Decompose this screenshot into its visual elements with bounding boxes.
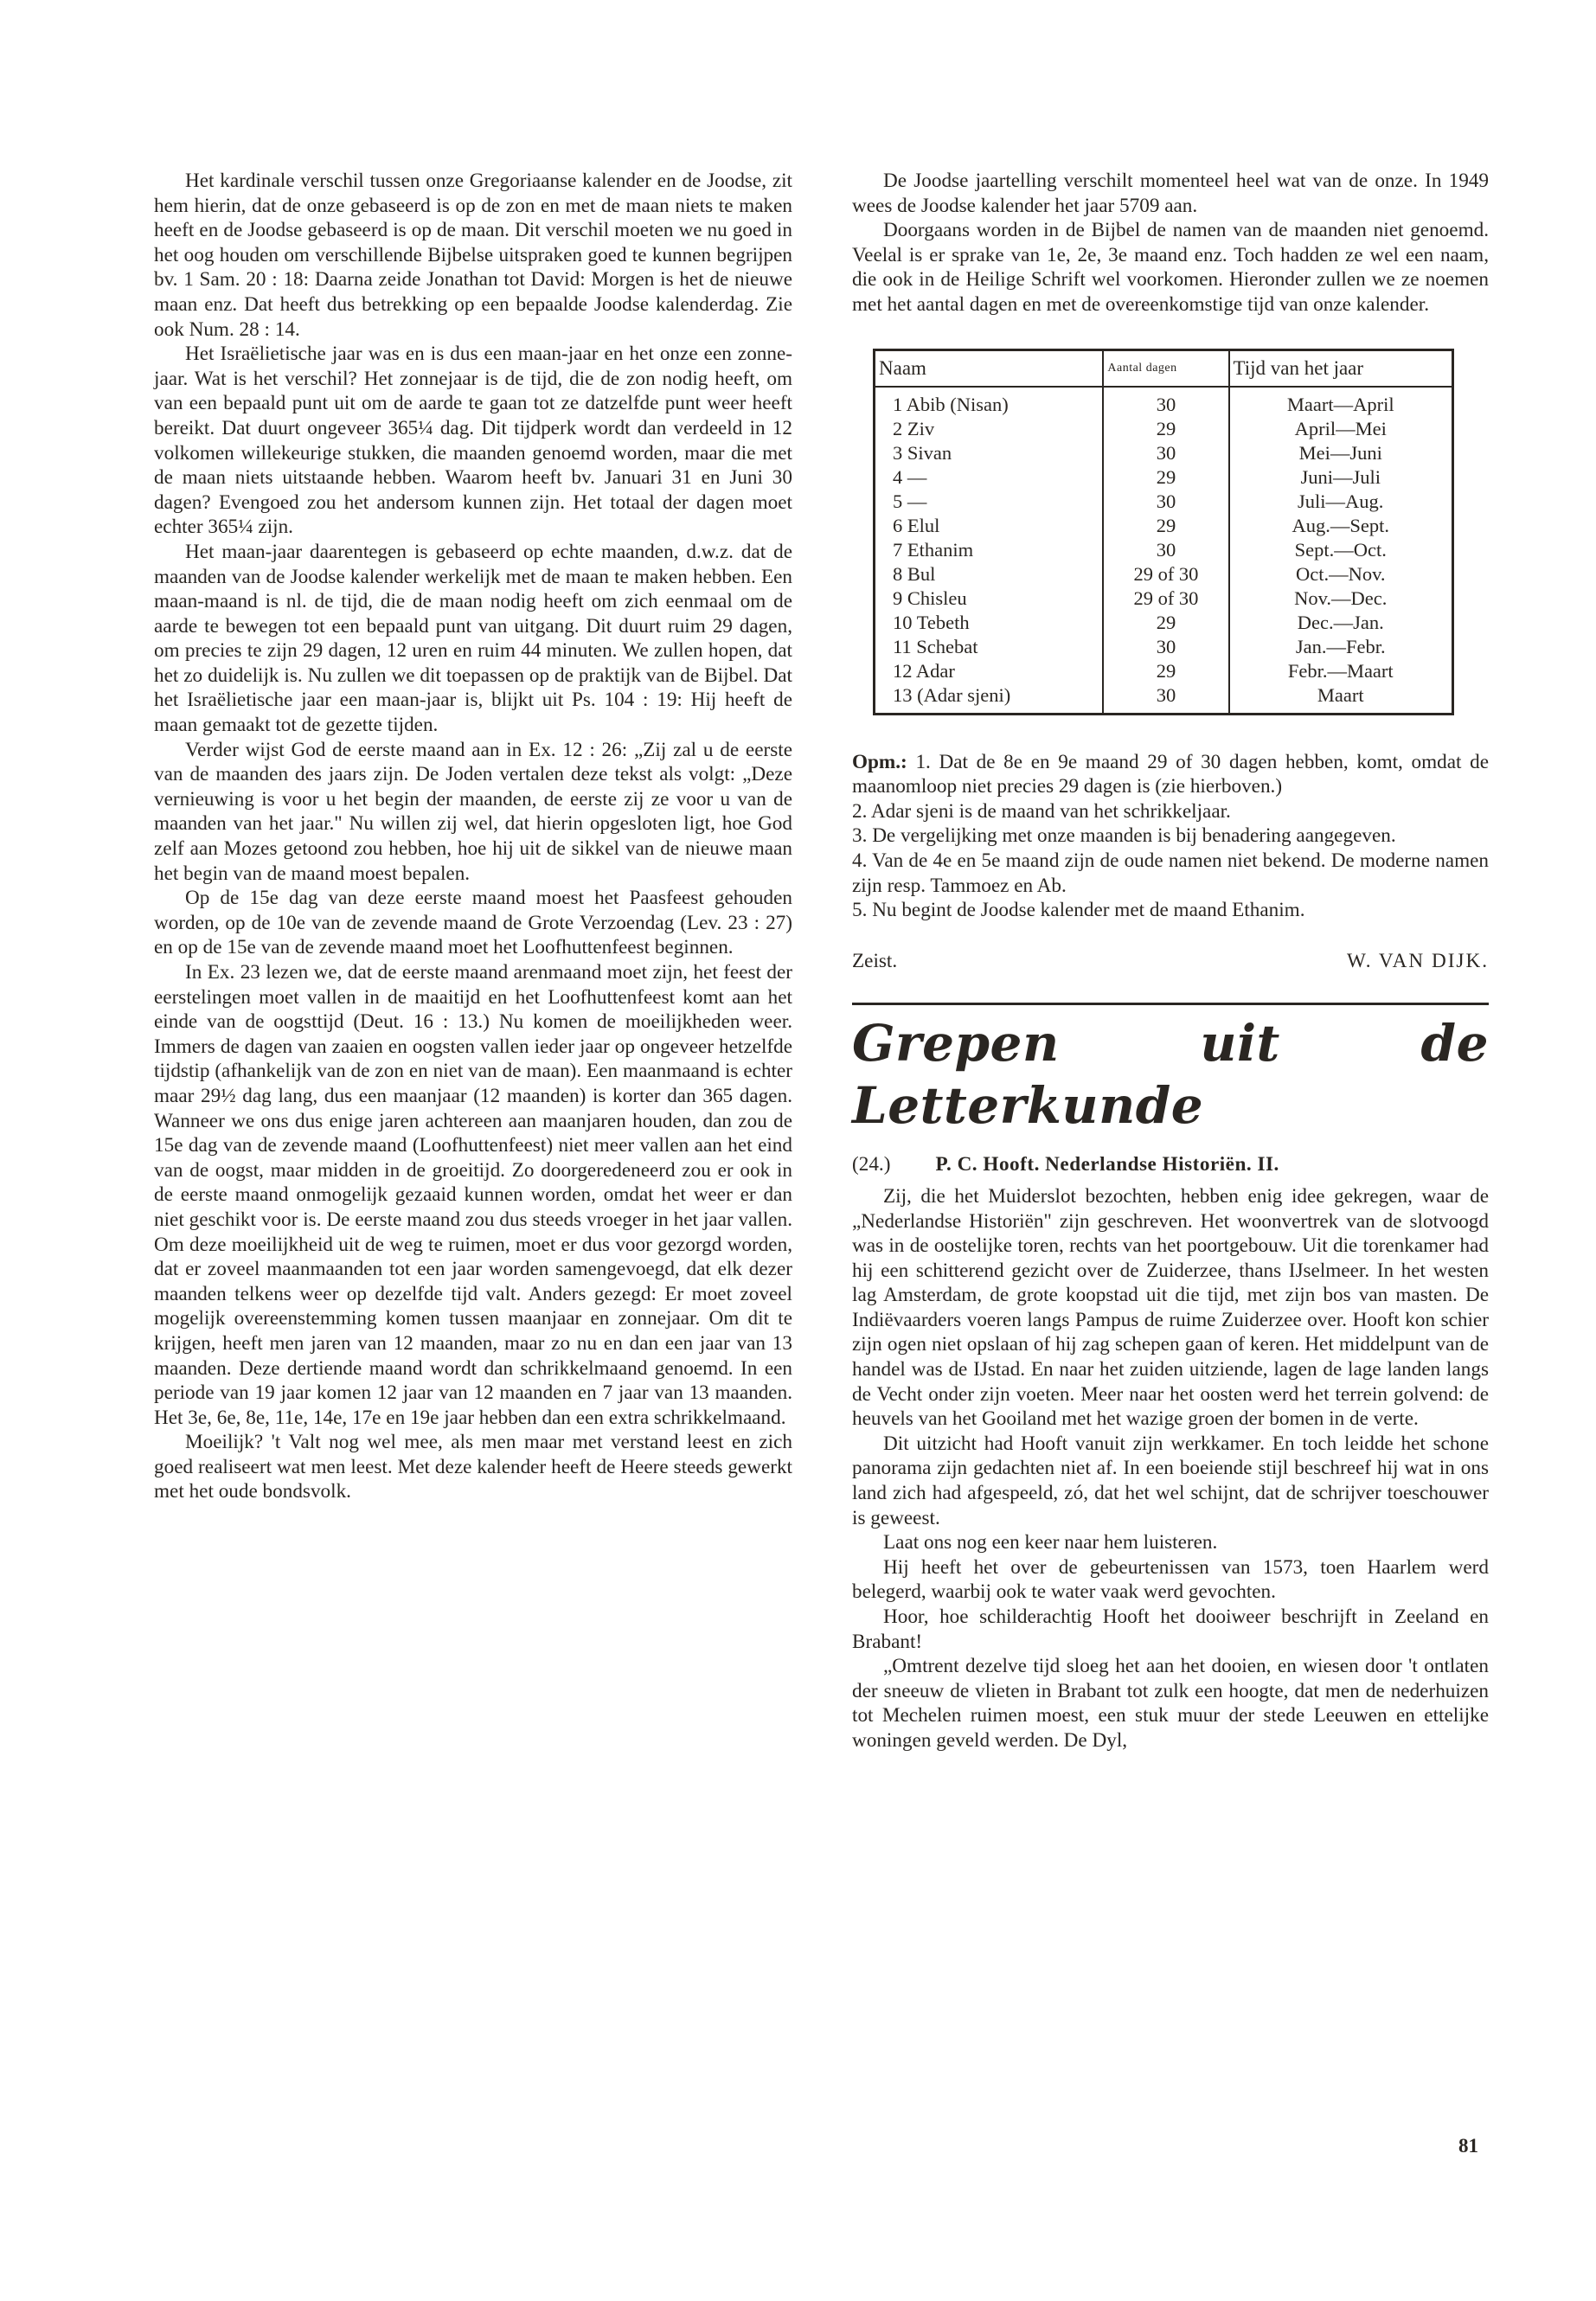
month-period: Jan.—Febr.	[1295, 635, 1386, 657]
month-period: Maart	[1317, 683, 1364, 706]
paragraph: Doorgaans worden in de Bijbel de namen van de maanden niet genoemd. Veelal is er sprake van 1e, 2e, 3e maand enz. Toch hadden ze wel een naam, die ook in de Heilige Schrift wel voorkomen. Hieronder zullen we ze noemen met het aantal dagen en met de overeenkomstige tijd van onze kalender.	[852, 219, 1489, 316]
month-days: 29	[1103, 417, 1228, 441]
paragraph: In Ex. 23 lezen we, dat de eerste maand arenmaand moet zijn, het feest der eerstelingen moet vallen in de maaitijd en het Loofhuttenfeest komt aan het einde van de oogsttijd (Deut. 16 : 13.) Nu komen de moeilijkheden weer. Immers de dagen van zaaien en oogsten vallen ieder jaar op ongeveer hetzelfde tijdstip (afhankelijk van de zon en niet van de maan). Een maanmaand is echter maar 29½ dag lang, dus een maanjaar (12 maanden) is korter dan 365 dagen. Wanneer we ons dus enige jaren achtereen aan maanjaren houden, dan zou de 15e dag van de zevende maand (Loofhuttenfeest) niet meer vallen aan het eind van de oogst, maar midden in de groeitijd. Zo doorgeredeneerd zou er ook in de eerste maand onmogelijk gezaaid kunnen worden, omdat het weer er dan niet geschikt voor is. De eerste maand zou dus steeds vroeger in het jaar vallen. Om deze moeilijkheid uit de weg te ruimen, moet er dus voor gezorgd worden, dat er zoveel maanmaanden tot een jaar worden samengevoegd, dat elk dezer maanden telkens weer op dezelfde tijd valt. Anders gezegd: Er moet zoveel mogelijk overeenstemming komen tussen maanjaar en zonnejaar. Om dit te krijgen, heeft men jaren van 12 maanden, maar zo nu en dan een jaar van 13 maanden. Deze dertiende maand wordt dan schrikkelmaand genoemd. In een periode van 19 jaar komen 12 jaar van 12 maanden en 7 jaar van 13 maanden. Het 3e, 6e, 8e, 11e, 14e, 17e en 19e jaar hebben dan een extra schrikkelmaand.	[154, 961, 792, 1429]
header-name: Naam	[875, 349, 1104, 387]
month-days: 30	[1103, 538, 1228, 562]
signature-author: W. VAN DIJK.	[1346, 949, 1489, 972]
month-days: 29	[1103, 659, 1228, 683]
month-days: 29	[1103, 514, 1228, 538]
section-number: (24.)	[852, 1153, 891, 1176]
table-row	[875, 586, 1453, 611]
paragraph: Verder wijst God de eerste maand aan in Ex. 12 : 26: „Zij zal u de eerste van de maanden des jaars zijn. De Joden vertalen deze tekst als volgt: „Deze vernieuwing is voor u het begin der maanden, de eerste zij ze voor u van de maanden van het jaar." Nu willen zij wel, dat hierin opgesloten ligt, hoe God zelf aan Mozes getoond zou hebben, hoe hij uit de sikkel van de nieuwe maan het begin van de maand moest bepalen.	[154, 738, 792, 885]
section-subtitle: P. C. Hooft. Nederlandse Historiën. II.	[935, 1153, 1279, 1176]
table-row	[875, 683, 1453, 715]
month-name: 9 Chisleu	[875, 586, 1104, 611]
paragraph: Laat ons nog een keer naar hem luisteren.	[883, 1531, 1218, 1554]
month-days: 30	[1103, 635, 1228, 659]
section-divider	[852, 1003, 1489, 1005]
month-name: 1 Abib (Nisan)	[875, 387, 1104, 417]
signature-place: Zeist.	[852, 949, 898, 972]
paragraph: Het maan-jaar daarentegen is gebaseerd op echte maanden, d.w.z. dat de maanden van de Joodse kalender werkelijk met de maan te maken hebben. Een maan-maand is nl. de tijd, die de maan nodig heeft om zich eenmaal om de aarde te bewegen tot een bepaald punt van uitgang. Dit duurt ruim 29 dagen, om precies te zijn 29 dagen, 12 uren en ruim 44 minuten. We zullen hopen, dat het zo duidelijk is. Nu zullen we dit toepassen op de praktijk van de Bijbel. Dat het Israëlietische jaar een maan-jaar is, blijkt uit Ps. 104 : 19: Hij heeft de maan gemaakt tot de gezette tijden.	[154, 540, 792, 737]
table-row	[875, 514, 1453, 538]
month-period: Maart—April	[1286, 393, 1394, 415]
paragraph: Moeilijk? 't Valt nog wel mee, als men maar met verstand leest en zich goed realiseert wat men leest. Met deze kalender heeft de Heere steeds gewerkt met het oude bondsvolk.	[154, 1431, 792, 1503]
note-item: 4. Van de 4e en 5e maand zijn de oude namen niet bekend. De moderne namen zijn resp. Tammoez en Ab.	[852, 849, 1489, 897]
note-item: 2. Adar sjeni is de maand van het schrikkeljaar.	[852, 799, 1231, 823]
table-row	[875, 562, 1453, 586]
paragraph: Dit uitzicht had Hooft vanuit zijn werkkamer. En toch leidde het schone panorama zijn gedachten niet af. In een boeiende stijl beschreef hij wat in ons land zich had afgespeeld, zó, dat het wel schijnt, dat de schrijver toeschouwer is geweest.	[852, 1432, 1489, 1529]
header-period: Tijd van het jaar	[1229, 349, 1453, 387]
paragraph: Hoor, hoe schilderachtig Hooft het dooiweer beschrijft in Zeeland en Brabant!	[852, 1606, 1489, 1653]
month-period: Nov.—Dec.	[1294, 586, 1388, 609]
paragraph: De Joodse jaartelling verschilt momenteel heel wat van de onze. In 1949 wees de Joodse kalender het jaar 5709 aan.	[852, 170, 1489, 217]
month-name: 6 Elul	[875, 514, 1104, 538]
month-name: 7 Ethanim	[875, 538, 1104, 562]
table-header-row	[875, 349, 1453, 387]
month-name: 4 —	[875, 465, 1104, 490]
month-period: Juni—Juli	[1300, 465, 1381, 488]
table-row	[875, 417, 1453, 441]
paragraph: Het Israëlietische jaar was en is dus een maan-jaar en het onze een zonne-jaar. Wat is het verschil? Het zonnejaar is de tijd, die de zon nodig heeft, om van een bepaald punt uit om de aarde te gaan tot ze datzelfde punt weer heeft bereikt. Dat duurt ongeveer 365¼ dag. Dit tijdperk wordt dan verdeeld in 12 volkomen willekeurige stukken, die maanden genoemd worden, maar die met de maan niets uitstaande hebben. Waarom heeft bv. Januari 31 en Juni 30 dagen? Evengoed zou het andersom kunnen zijn. Het totaal der dagen moet echter 365¼ zijn.	[154, 343, 792, 539]
paragraph: Op de 15e dag van deze eerste maand moest het Paasfeest gehouden worden, op de 10e van de zevende maand de Grote Verzoendag (Lev. 23 : 27) en op de 15e van de zevende maand moet het Loofhuttenfeest beginnen.	[154, 887, 792, 959]
month-period: April—Mei	[1294, 417, 1387, 439]
table-row	[875, 538, 1453, 562]
note-item: 5. Nu begint de Joodse kalender met de maand Ethanim.	[852, 899, 1305, 922]
month-days: 29	[1103, 611, 1228, 635]
month-days: 30	[1103, 387, 1228, 417]
table-row	[875, 387, 1453, 417]
month-days: 29 of 30	[1103, 586, 1228, 611]
note-item	[852, 750, 1489, 799]
month-name: 10 Tebeth	[875, 611, 1104, 635]
calendar-table	[873, 349, 1454, 715]
month-period: Oct.—Nov.	[1295, 562, 1386, 585]
month-days: 30	[1103, 441, 1228, 465]
month-period: Febr.—Maart	[1287, 659, 1394, 682]
table-row	[875, 465, 1453, 490]
month-name: 13 (Adar sjeni)	[875, 683, 1104, 715]
month-name: 3 Sivan	[875, 441, 1104, 465]
section-subhead	[852, 1152, 1489, 1177]
paragraph: „Omtrent dezelve tijd sloeg het aan het dooien, en wiesen door 't ontlaten der sneeuw de vlieten in Brabant tot zulk een hoogte, dat men de nederhuizen tot Mechelen ruimen moest, een stuk muur der stede Leeuwen en ettelijke woningen geveld werden. De Dyl,	[852, 1655, 1489, 1752]
month-name: 2 Ziv	[875, 417, 1104, 441]
table-row	[875, 635, 1453, 659]
table-row	[875, 611, 1453, 635]
month-period: Aug.—Sept.	[1292, 514, 1389, 536]
month-days: 30	[1103, 490, 1228, 514]
left-column	[154, 169, 792, 1504]
note-item: 3. De vergelijking met onze maanden is bij benadering aangegeven.	[852, 824, 1396, 848]
table-row	[875, 659, 1453, 683]
month-period: Juli—Aug.	[1298, 490, 1384, 512]
month-name: 5 —	[875, 490, 1104, 514]
table-row	[875, 441, 1453, 465]
section-heading: Grepen uit de Letterkunde	[852, 1014, 1489, 1136]
table-row	[875, 490, 1453, 514]
notes-block	[852, 750, 1489, 923]
paragraph: Zij, die het Muiderslot bezochten, hebben enig idee gekregen, waar de „Nederlandse Historiën" zijn geschreven. Het woonvertrek van de slotvoogd was in de oostelijke toren, rechts van het poortgebouw. Uit die torenkamer had hij een schitterend gezicht over de Zuiderzee, thans IJselmeer. In het westen lag Amsterdam, de grote koopstad uit die tijd, met zijn bos van masten. De Indiëvaarders voeren langs Pampus de ruime Zuiderzee over. Hooft kon schier zijn ogen niet opslaan of hij zag schepen gaan of keren. Het middelpunt van de handel was de IJstad. En naar het zuiden uitziende, lagen de lage landen langs de Vecht onder zijn voeten. Meer naar het oosten werd het terrein golvend: de heuvels van het Gooiland met het wazige groen der bomen in de verte.	[852, 1184, 1489, 1431]
month-period: Dec.—Jan.	[1297, 611, 1384, 633]
month-period: Mei—Juni	[1298, 441, 1382, 464]
note-text: 1. Dat de 8e en 9e maand 29 of 30 dagen hebben, komt, omdat de maanomloop niet precies 29 dagen is (zie hierboven.)	[852, 750, 1490, 798]
month-name: 11 Schebat	[875, 635, 1104, 659]
month-name: 12 Adar	[875, 659, 1104, 683]
month-name: 8 Bul	[875, 562, 1104, 586]
month-days: 29	[1103, 465, 1228, 490]
paragraph: Het kardinale verschil tussen onze Gregoriaanse kalender en de Joodse, zit hem hierin, dat de onze gebaseerd is op de zon en met de maan niets te maken heeft en de Joodse gebaseerd is op de maan. Dit verschil moeten we nu goed in het oog houden om verschillende Bijbelse uitspraken goed te kunnen begrijpen bv. 1 Sam. 20 : 18: Daarna zeide Jonathan tot David: Morgen is het de nieuwe maan enz. Dat heeft dus betrekking op een bepaalde Joodse kalenderdag. Zie ook Num. 28 : 14.	[154, 170, 792, 341]
notes-label: Opm.:	[852, 750, 907, 773]
month-period: Sept.—Oct.	[1294, 538, 1387, 561]
paragraph: Hij heeft het over de gebeurtenissen van 1573, toen Haarlem werd belegerd, waarbij ook te water vaak werd gevochten.	[852, 1555, 1489, 1604]
month-days: 29 of 30	[1103, 562, 1228, 586]
right-column	[852, 169, 1489, 1753]
signature-line	[852, 949, 1489, 974]
header-days: Aantal dagen	[1103, 349, 1228, 387]
month-days: 30	[1103, 683, 1228, 715]
page-number: 81	[1458, 2135, 1478, 2157]
